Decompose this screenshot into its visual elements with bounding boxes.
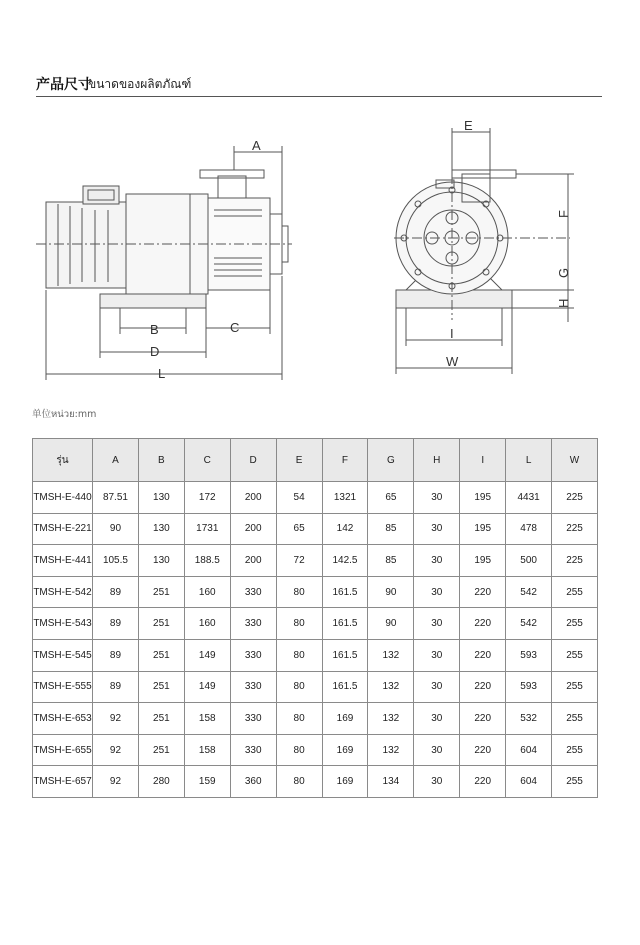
dimension-table: [32, 438, 598, 798]
table-row: [33, 482, 598, 514]
value-cell: 80: [276, 576, 322, 608]
model-cell: TMSH-E-543: [33, 608, 93, 640]
value-cell: 80: [276, 734, 322, 766]
value-cell: 161.5: [322, 639, 368, 671]
model-cell: TMSH-E-441: [33, 545, 93, 577]
value-cell: 80: [276, 608, 322, 640]
value-cell: 532: [506, 703, 552, 735]
pump-dimension-drawing: [0, 110, 640, 400]
value-cell: 220: [460, 703, 506, 735]
value-cell: 172: [184, 482, 230, 514]
value-cell: 330: [230, 608, 276, 640]
value-cell: 360: [230, 766, 276, 798]
value-cell: 92: [93, 766, 139, 798]
table-row: [33, 766, 598, 798]
value-cell: 542: [506, 608, 552, 640]
value-cell: 220: [460, 576, 506, 608]
value-cell: 134: [368, 766, 414, 798]
value-cell: 225: [552, 545, 598, 577]
value-cell: 330: [230, 671, 276, 703]
unit-label: 单位หน่วย:mm: [32, 409, 97, 420]
value-cell: 92: [93, 734, 139, 766]
model-cell: TMSH-E-545: [33, 639, 93, 671]
value-cell: 200: [230, 482, 276, 514]
value-cell: 330: [230, 703, 276, 735]
dim-label-e: E: [464, 118, 473, 133]
value-cell: 220: [460, 734, 506, 766]
header-i: I: [460, 439, 506, 482]
value-cell: 604: [506, 734, 552, 766]
dim-label-l: L: [158, 366, 166, 381]
base-plate: [100, 294, 206, 308]
value-cell: 220: [460, 671, 506, 703]
discharge-flange: [200, 170, 264, 178]
value-cell: 54: [276, 482, 322, 514]
value-cell: 130: [138, 513, 184, 545]
value-cell: 159: [184, 766, 230, 798]
dim-label-h: H: [556, 298, 571, 308]
value-cell: 280: [138, 766, 184, 798]
table-row: [33, 576, 598, 608]
value-cell: 4431: [506, 482, 552, 514]
dim-label-w: W: [446, 354, 459, 369]
value-cell: 542: [506, 576, 552, 608]
title-thai: ขนาดของผลิตภัณฑ์: [88, 77, 192, 91]
table-row: [33, 545, 598, 577]
value-cell: 30: [414, 576, 460, 608]
value-cell: 330: [230, 576, 276, 608]
value-cell: 161.5: [322, 671, 368, 703]
value-cell: 80: [276, 766, 322, 798]
value-cell: 105.5: [93, 545, 139, 577]
value-cell: 251: [138, 703, 184, 735]
value-cell: 158: [184, 734, 230, 766]
value-cell: 478: [506, 513, 552, 545]
value-cell: 220: [460, 639, 506, 671]
value-cell: 65: [368, 482, 414, 514]
value-cell: 255: [552, 671, 598, 703]
value-cell: 80: [276, 639, 322, 671]
value-cell: 80: [276, 671, 322, 703]
value-cell: 161.5: [322, 608, 368, 640]
value-cell: 169: [322, 734, 368, 766]
value-cell: 593: [506, 671, 552, 703]
model-cell: TMSH-E-657: [33, 766, 93, 798]
value-cell: 255: [552, 766, 598, 798]
value-cell: 593: [506, 639, 552, 671]
value-cell: 89: [93, 671, 139, 703]
value-cell: 1321: [322, 482, 368, 514]
value-cell: 90: [368, 608, 414, 640]
dim-label-b: B: [150, 322, 159, 337]
model-cell: TMSH-E-653: [33, 703, 93, 735]
value-cell: 30: [414, 482, 460, 514]
header-l: L: [506, 439, 552, 482]
value-cell: 330: [230, 734, 276, 766]
value-cell: 30: [414, 734, 460, 766]
value-cell: 130: [138, 482, 184, 514]
model-cell: TMSH-E-440: [33, 482, 93, 514]
title-chinese: 产品尺寸: [36, 77, 92, 93]
value-cell: 220: [460, 766, 506, 798]
header-a: A: [93, 439, 139, 482]
value-cell: 195: [460, 482, 506, 514]
model-cell: TMSH-E-542: [33, 576, 93, 608]
value-cell: 30: [414, 703, 460, 735]
value-cell: 330: [230, 639, 276, 671]
value-cell: 255: [552, 734, 598, 766]
value-cell: 160: [184, 608, 230, 640]
value-cell: 30: [414, 671, 460, 703]
value-cell: 30: [414, 766, 460, 798]
value-cell: 604: [506, 766, 552, 798]
value-cell: 251: [138, 576, 184, 608]
table-row: [33, 734, 598, 766]
value-cell: 89: [93, 608, 139, 640]
table-row: [33, 703, 598, 735]
model-cell: TMSH-E-221: [33, 513, 93, 545]
value-cell: 255: [552, 608, 598, 640]
value-cell: 89: [93, 576, 139, 608]
value-cell: 132: [368, 639, 414, 671]
value-cell: 30: [414, 639, 460, 671]
value-cell: 132: [368, 703, 414, 735]
dim-label-a: A: [252, 138, 261, 153]
value-cell: 188.5: [184, 545, 230, 577]
value-cell: 142.5: [322, 545, 368, 577]
value-cell: 255: [552, 703, 598, 735]
value-cell: 220: [460, 608, 506, 640]
value-cell: 80: [276, 703, 322, 735]
model-cell: TMSH-E-655: [33, 734, 93, 766]
value-cell: 87.51: [93, 482, 139, 514]
dim-label-i: I: [450, 326, 454, 341]
value-cell: 149: [184, 671, 230, 703]
value-cell: 160: [184, 576, 230, 608]
value-cell: 90: [368, 576, 414, 608]
value-cell: 30: [414, 608, 460, 640]
value-cell: 195: [460, 513, 506, 545]
value-cell: 1731: [184, 513, 230, 545]
value-cell: 500: [506, 545, 552, 577]
header-d: D: [230, 439, 276, 482]
dim-label-c: C: [230, 320, 240, 335]
value-cell: 251: [138, 639, 184, 671]
section-header: [36, 70, 602, 97]
table-body: [33, 482, 598, 798]
header-g: G: [368, 439, 414, 482]
value-cell: 251: [138, 671, 184, 703]
table-row: [33, 671, 598, 703]
table-row: [33, 639, 598, 671]
value-cell: 255: [552, 576, 598, 608]
value-cell: 142: [322, 513, 368, 545]
table-row: [33, 513, 598, 545]
value-cell: 255: [552, 639, 598, 671]
header-w: W: [552, 439, 598, 482]
value-cell: 132: [368, 734, 414, 766]
value-cell: 169: [322, 766, 368, 798]
header-h: H: [414, 439, 460, 482]
header-f: F: [322, 439, 368, 482]
value-cell: 130: [138, 545, 184, 577]
table-header-row: [33, 439, 598, 482]
dim-label-d: D: [150, 344, 160, 359]
value-cell: 85: [368, 513, 414, 545]
dim-label-f: F: [556, 210, 571, 218]
value-cell: 30: [414, 513, 460, 545]
header-model: รุ่น: [33, 439, 93, 482]
value-cell: 161.5: [322, 576, 368, 608]
value-cell: 200: [230, 545, 276, 577]
value-cell: 92: [93, 703, 139, 735]
value-cell: 72: [276, 545, 322, 577]
value-cell: 195: [460, 545, 506, 577]
value-cell: 225: [552, 513, 598, 545]
value-cell: 251: [138, 608, 184, 640]
value-cell: 85: [368, 545, 414, 577]
value-cell: 200: [230, 513, 276, 545]
value-cell: 65: [276, 513, 322, 545]
value-cell: 132: [368, 671, 414, 703]
header-c: C: [184, 439, 230, 482]
value-cell: 30: [414, 545, 460, 577]
dim-label-g: G: [556, 267, 571, 278]
table-row: [33, 608, 598, 640]
value-cell: 169: [322, 703, 368, 735]
model-cell: TMSH-E-555: [33, 671, 93, 703]
value-cell: 149: [184, 639, 230, 671]
value-cell: 225: [552, 482, 598, 514]
value-cell: 158: [184, 703, 230, 735]
value-cell: 89: [93, 639, 139, 671]
header-b: B: [138, 439, 184, 482]
value-cell: 251: [138, 734, 184, 766]
value-cell: 90: [93, 513, 139, 545]
header-e: E: [276, 439, 322, 482]
